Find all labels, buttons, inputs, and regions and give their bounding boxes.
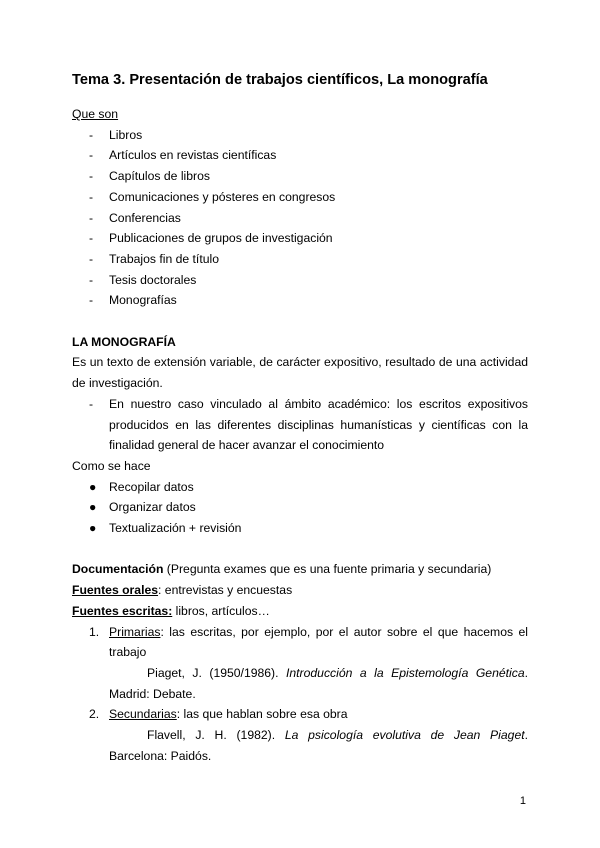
document-title: Tema 3. Presentación de trabajos científicos, La monografía (72, 72, 488, 88)
secundarias-label: Secundarias (109, 707, 177, 722)
list-item: ● Organizar datos (72, 497, 528, 518)
fuentes-escritas-label: Fuentes escritas: (72, 603, 173, 618)
bullet-marker: ● (89, 500, 97, 515)
list-item: ● Textualización + revisión (72, 518, 528, 539)
list-item: - Capítulos de libros (72, 166, 528, 187)
como-se-hace-heading: Como se hace (72, 458, 151, 473)
que-son-list (72, 125, 528, 311)
documentacion-line (72, 559, 528, 580)
que-son-heading: Que son (72, 107, 119, 121)
dash-marker: - (89, 293, 94, 308)
dash-marker: - (89, 231, 94, 246)
monografia-definition: Es un texto de extensión variable, de carácter expositivo, resultado de una actividad de investigación. (72, 355, 528, 391)
number-marker: 2. (89, 707, 100, 722)
secundarias-reference: Flavell, J. H. (1982). La psicología evolutiva de Jean Piaget. Barcelona: Paidós. (109, 728, 528, 763)
dash-marker: - (89, 272, 94, 287)
dash-marker: - (89, 210, 94, 225)
fuentes-orales-text: : entrevistas y encuestas (158, 583, 293, 598)
dash-marker: - (89, 148, 94, 163)
list-item: - Trabajos fin de título (72, 249, 528, 270)
dash-marker: - (89, 396, 94, 411)
dash-marker: - (89, 127, 94, 142)
monografia-heading: LA MONOGRAFÍA (72, 334, 176, 349)
list-item-primarias (72, 622, 528, 705)
list-item: - Publicaciones de grupos de investigación (72, 228, 528, 249)
document-page (72, 70, 528, 766)
dash-marker: - (89, 169, 94, 184)
secundarias-text: : las que hablan sobre esa obra (176, 707, 348, 722)
list-item: - Monografías (72, 290, 528, 311)
dash-marker: - (89, 251, 94, 266)
list-item: - Comunicaciones y pósteres en congresos (72, 187, 528, 208)
list-item: - Libros (72, 125, 528, 146)
como-se-hace-list (72, 477, 528, 539)
primarias-label: Primarias (109, 624, 161, 639)
page-number: 1 (519, 795, 526, 807)
fuentes-orales-line (72, 580, 528, 601)
documentacion-note: (Pregunta exames que es una fuente primaria y secundaria) (163, 562, 492, 577)
list-item: - Artículos en revistas científicas (72, 145, 528, 166)
list-item: - Conferencias (72, 208, 528, 229)
fuentes-escritas-line (72, 601, 528, 622)
fuentes-list (72, 622, 528, 767)
monografia-sublist (72, 394, 528, 456)
primarias-text: : las escritas, por ejemplo, por el autor sobre el que hacemos el trabajo (109, 624, 528, 660)
dash-marker: - (89, 189, 94, 204)
list-item-secundarias (72, 704, 528, 766)
bullet-marker: ● (89, 521, 97, 536)
fuentes-orales-label: Fuentes orales (72, 583, 159, 598)
list-item: ● Recopilar datos (72, 477, 528, 498)
documentacion-label: Documentación (72, 562, 164, 577)
bullet-marker: ● (89, 479, 97, 494)
list-item: - En nuestro caso vinculado al ámbito académico: los escritos expositivos producidos en las diferentes disciplinas humanísticas y científicas con la finalidad general de hacer avanzar el conocimiento (72, 394, 528, 456)
primarias-reference: Piaget, J. (1950/1986). Introducción a la Epistemología Genética. Madrid: Debate. (109, 665, 528, 701)
list-item: - Tesis doctorales (72, 270, 528, 291)
number-marker: 1. (89, 624, 100, 639)
fuentes-escritas-text: libros, artículos… (172, 603, 270, 618)
